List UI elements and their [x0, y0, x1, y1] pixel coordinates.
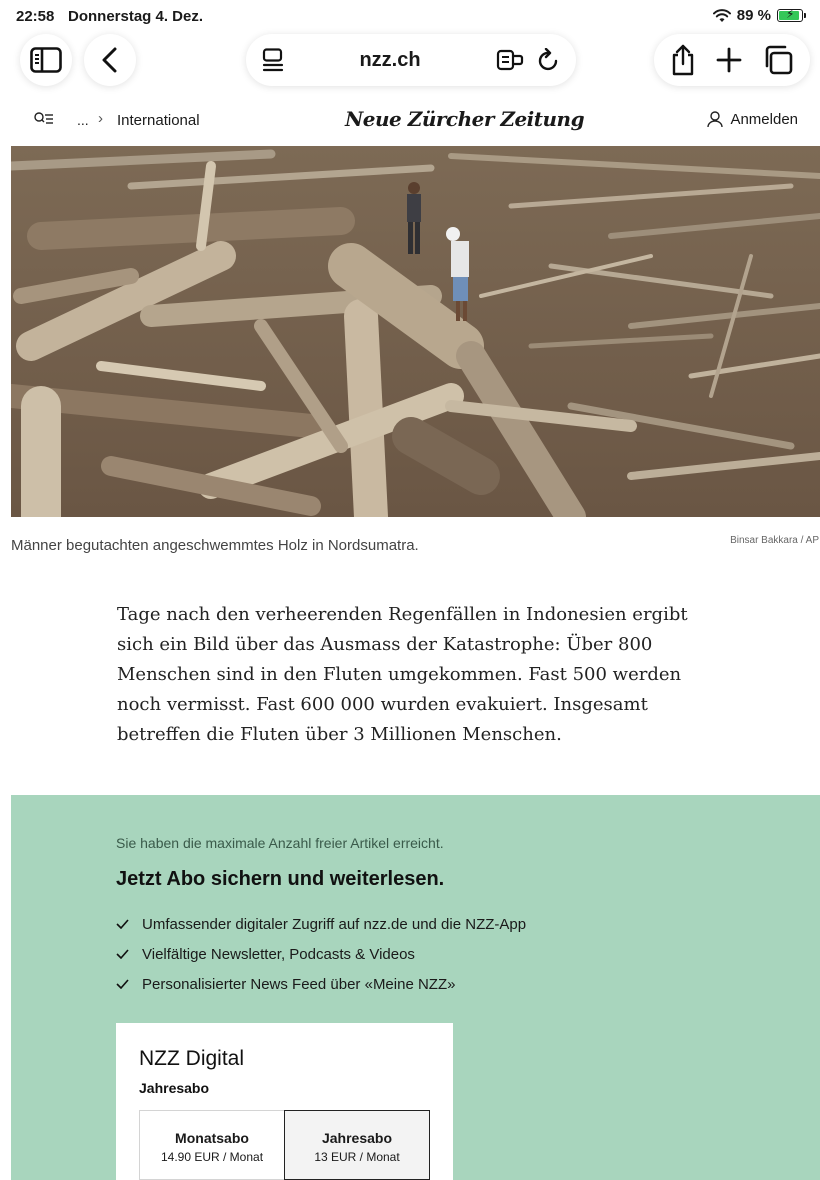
url-text[interactable]: nzz.ch [359, 48, 421, 71]
status-bar [0, 0, 820, 32]
sidebar-icon [30, 47, 62, 73]
wifi-icon [713, 9, 731, 23]
benefit-text: Vielfältige Newsletter, Podcasts & Videos [142, 945, 415, 963]
site-nav [0, 100, 820, 140]
status-date: Donnerstag 4. Dez. [68, 8, 204, 25]
benefit-list [116, 909, 526, 999]
list-item [116, 909, 526, 939]
list-item [116, 939, 526, 969]
login-label[interactable]: Anmelden [730, 111, 798, 128]
breadcrumb-more[interactable]: ... [77, 112, 89, 128]
charging-bolt-icon: ⚡ [786, 7, 795, 21]
address-bar-actions [496, 48, 560, 72]
plan-name: Jahresabo [321, 1130, 393, 1146]
benefit-text: Umfassender digitaler Zugriff auf nzz.de und die NZZ-App [142, 915, 527, 933]
plan-price: 13 EUR / Monat [314, 1150, 400, 1164]
image-credit: Binsar Bakkara / AP [730, 535, 819, 546]
image-caption: Männer begutachten angeschwemmtes Holz in Nordsumatra. [11, 537, 419, 554]
address-bar[interactable] [246, 34, 576, 86]
page-menu-icon[interactable] [262, 48, 284, 72]
check-icon [116, 976, 142, 993]
battery-percent: 89 % [736, 7, 771, 24]
reader-mode-icon[interactable] [496, 48, 524, 72]
new-tab-plus-icon[interactable] [716, 47, 742, 73]
chevron-right-icon: › [98, 110, 103, 127]
driftwood-photo [11, 146, 820, 517]
paywall-notice: Sie haben die maximale Anzahl freier Artikel erreicht. [116, 835, 444, 851]
share-icon[interactable] [670, 44, 696, 76]
chevron-left-icon [101, 47, 119, 73]
offer-subtitle: Jahresabo [139, 1080, 210, 1096]
user-icon [707, 111, 723, 128]
paywall [11, 795, 820, 1180]
status-right [713, 7, 806, 24]
benefit-text: Personalisierter News Feed über «Meine NZZ» [142, 975, 456, 993]
list-item [116, 969, 526, 999]
nzz-logo[interactable]: Neue Zürcher Zeitung [345, 107, 585, 131]
login-link[interactable] [707, 111, 798, 128]
back-button[interactable] [84, 34, 136, 86]
browser-toolbar [0, 32, 820, 88]
plan-monthly-button[interactable] [139, 1110, 285, 1180]
sidebar-button[interactable] [20, 34, 72, 86]
check-icon [116, 916, 142, 933]
article-hero-image [11, 146, 820, 517]
browser-actions [654, 34, 810, 86]
offer-card [116, 1023, 453, 1180]
plan-name: Monatsabo [175, 1130, 249, 1146]
battery-tip [804, 13, 806, 18]
menu-search-icon[interactable] [34, 112, 54, 126]
plan-yearly-button[interactable] [284, 1110, 430, 1180]
check-icon [116, 946, 142, 963]
breadcrumb-section[interactable]: International [117, 112, 200, 129]
tabs-overview-icon[interactable] [762, 44, 794, 76]
article-lead: Tage nach den verheerenden Regenfällen in Indonesien ergibt sich ein Bild über das Ausmass der Katastrophe: Über 800 Menschen sind in den Fluten umgekommen. Fast 500 werden noch vermisst. Fast 600 000 wurden evakuiert. Insgesamt betreffen die Fluten über 3 Millionen Menschen. [117, 604, 688, 745]
status-time: 22:58 [16, 8, 55, 25]
offer-title: NZZ Digital [139, 1047, 245, 1070]
reload-icon[interactable] [538, 48, 560, 72]
battery-icon [777, 9, 803, 22]
plan-price: 14.90 EUR / Monat [160, 1150, 264, 1164]
paywall-headline: Jetzt Abo sichern und weiterlesen. [116, 868, 445, 890]
